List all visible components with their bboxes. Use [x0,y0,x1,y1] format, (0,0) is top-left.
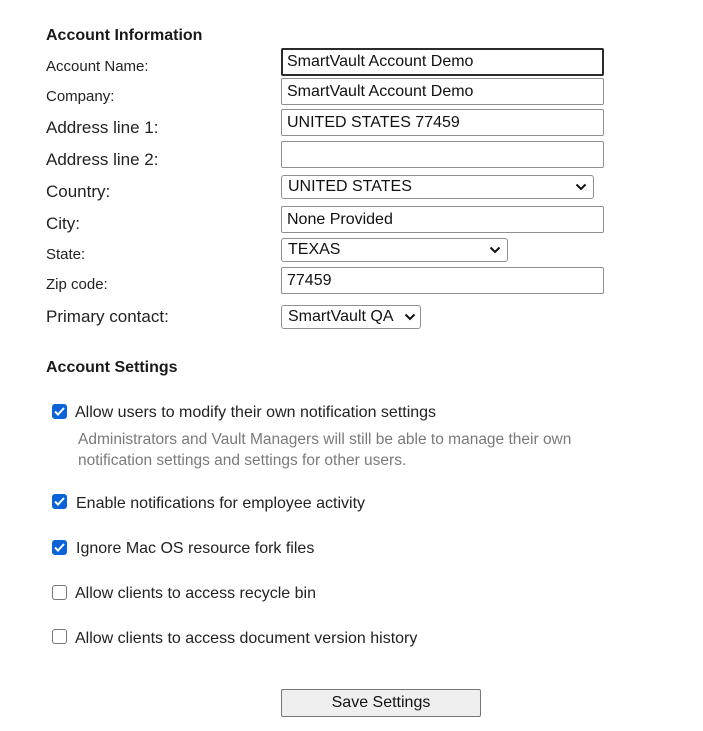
state-select-value: TEXAS [288,241,341,258]
zip-code-label: Zip code: [46,276,108,293]
company-input[interactable] [281,78,604,105]
country-select-value: UNITED STATES [288,178,412,195]
city-input[interactable] [281,206,604,233]
account-information-heading: Account Information [46,27,203,44]
zip-code-input[interactable] [281,267,604,294]
state-label: State: [46,246,86,263]
chevron-down-icon [404,313,416,321]
ignore-mac-resource-fork-label: Ignore Mac OS resource fork files [76,540,315,557]
country-select[interactable] [281,175,594,199]
chevron-down-icon [575,183,587,191]
clients-recycle-bin-label: Allow clients to access recycle bin [75,585,316,602]
primary-contact-label: Primary contact: [46,307,169,326]
state-select[interactable] [281,238,508,262]
address-line-2-input[interactable] [281,141,604,168]
allow-modify-notifications-checkbox[interactable] [52,404,67,419]
account-name-label: Account Name: [46,58,149,75]
address-line-2-label: Address line 2: [46,150,159,169]
check-icon [54,543,65,552]
city-label: City: [46,214,80,233]
employee-activity-notifications-label: Enable notifications for employee activity [76,495,366,512]
check-icon [54,497,65,506]
clients-recycle-bin-checkbox[interactable] [52,585,67,600]
primary-contact-select[interactable] [281,305,421,329]
ignore-mac-resource-fork-checkbox[interactable] [52,540,67,555]
country-label: Country: [46,182,111,201]
allow-modify-notifications-help: Administrators and Vault Managers will still be able to manage their own notification settings and settings for other users. [78,431,572,469]
clients-version-history-checkbox[interactable] [52,629,67,644]
chevron-down-icon [489,246,501,254]
check-icon [54,407,65,416]
account-name-input[interactable] [281,48,604,76]
save-settings-button[interactable]: Save Settings [281,689,481,717]
address-line-1-label: Address line 1: [46,118,159,137]
primary-contact-select-value: SmartVault QA [288,308,394,325]
account-settings-heading: Account Settings [46,359,178,376]
employee-activity-notifications-checkbox[interactable] [52,494,67,509]
allow-modify-notifications-label: Allow users to modify their own notification settings [75,404,437,421]
clients-version-history-label: Allow clients to access document version history [75,630,418,647]
company-label: Company: [46,88,115,105]
address-line-1-input[interactable] [281,109,604,136]
